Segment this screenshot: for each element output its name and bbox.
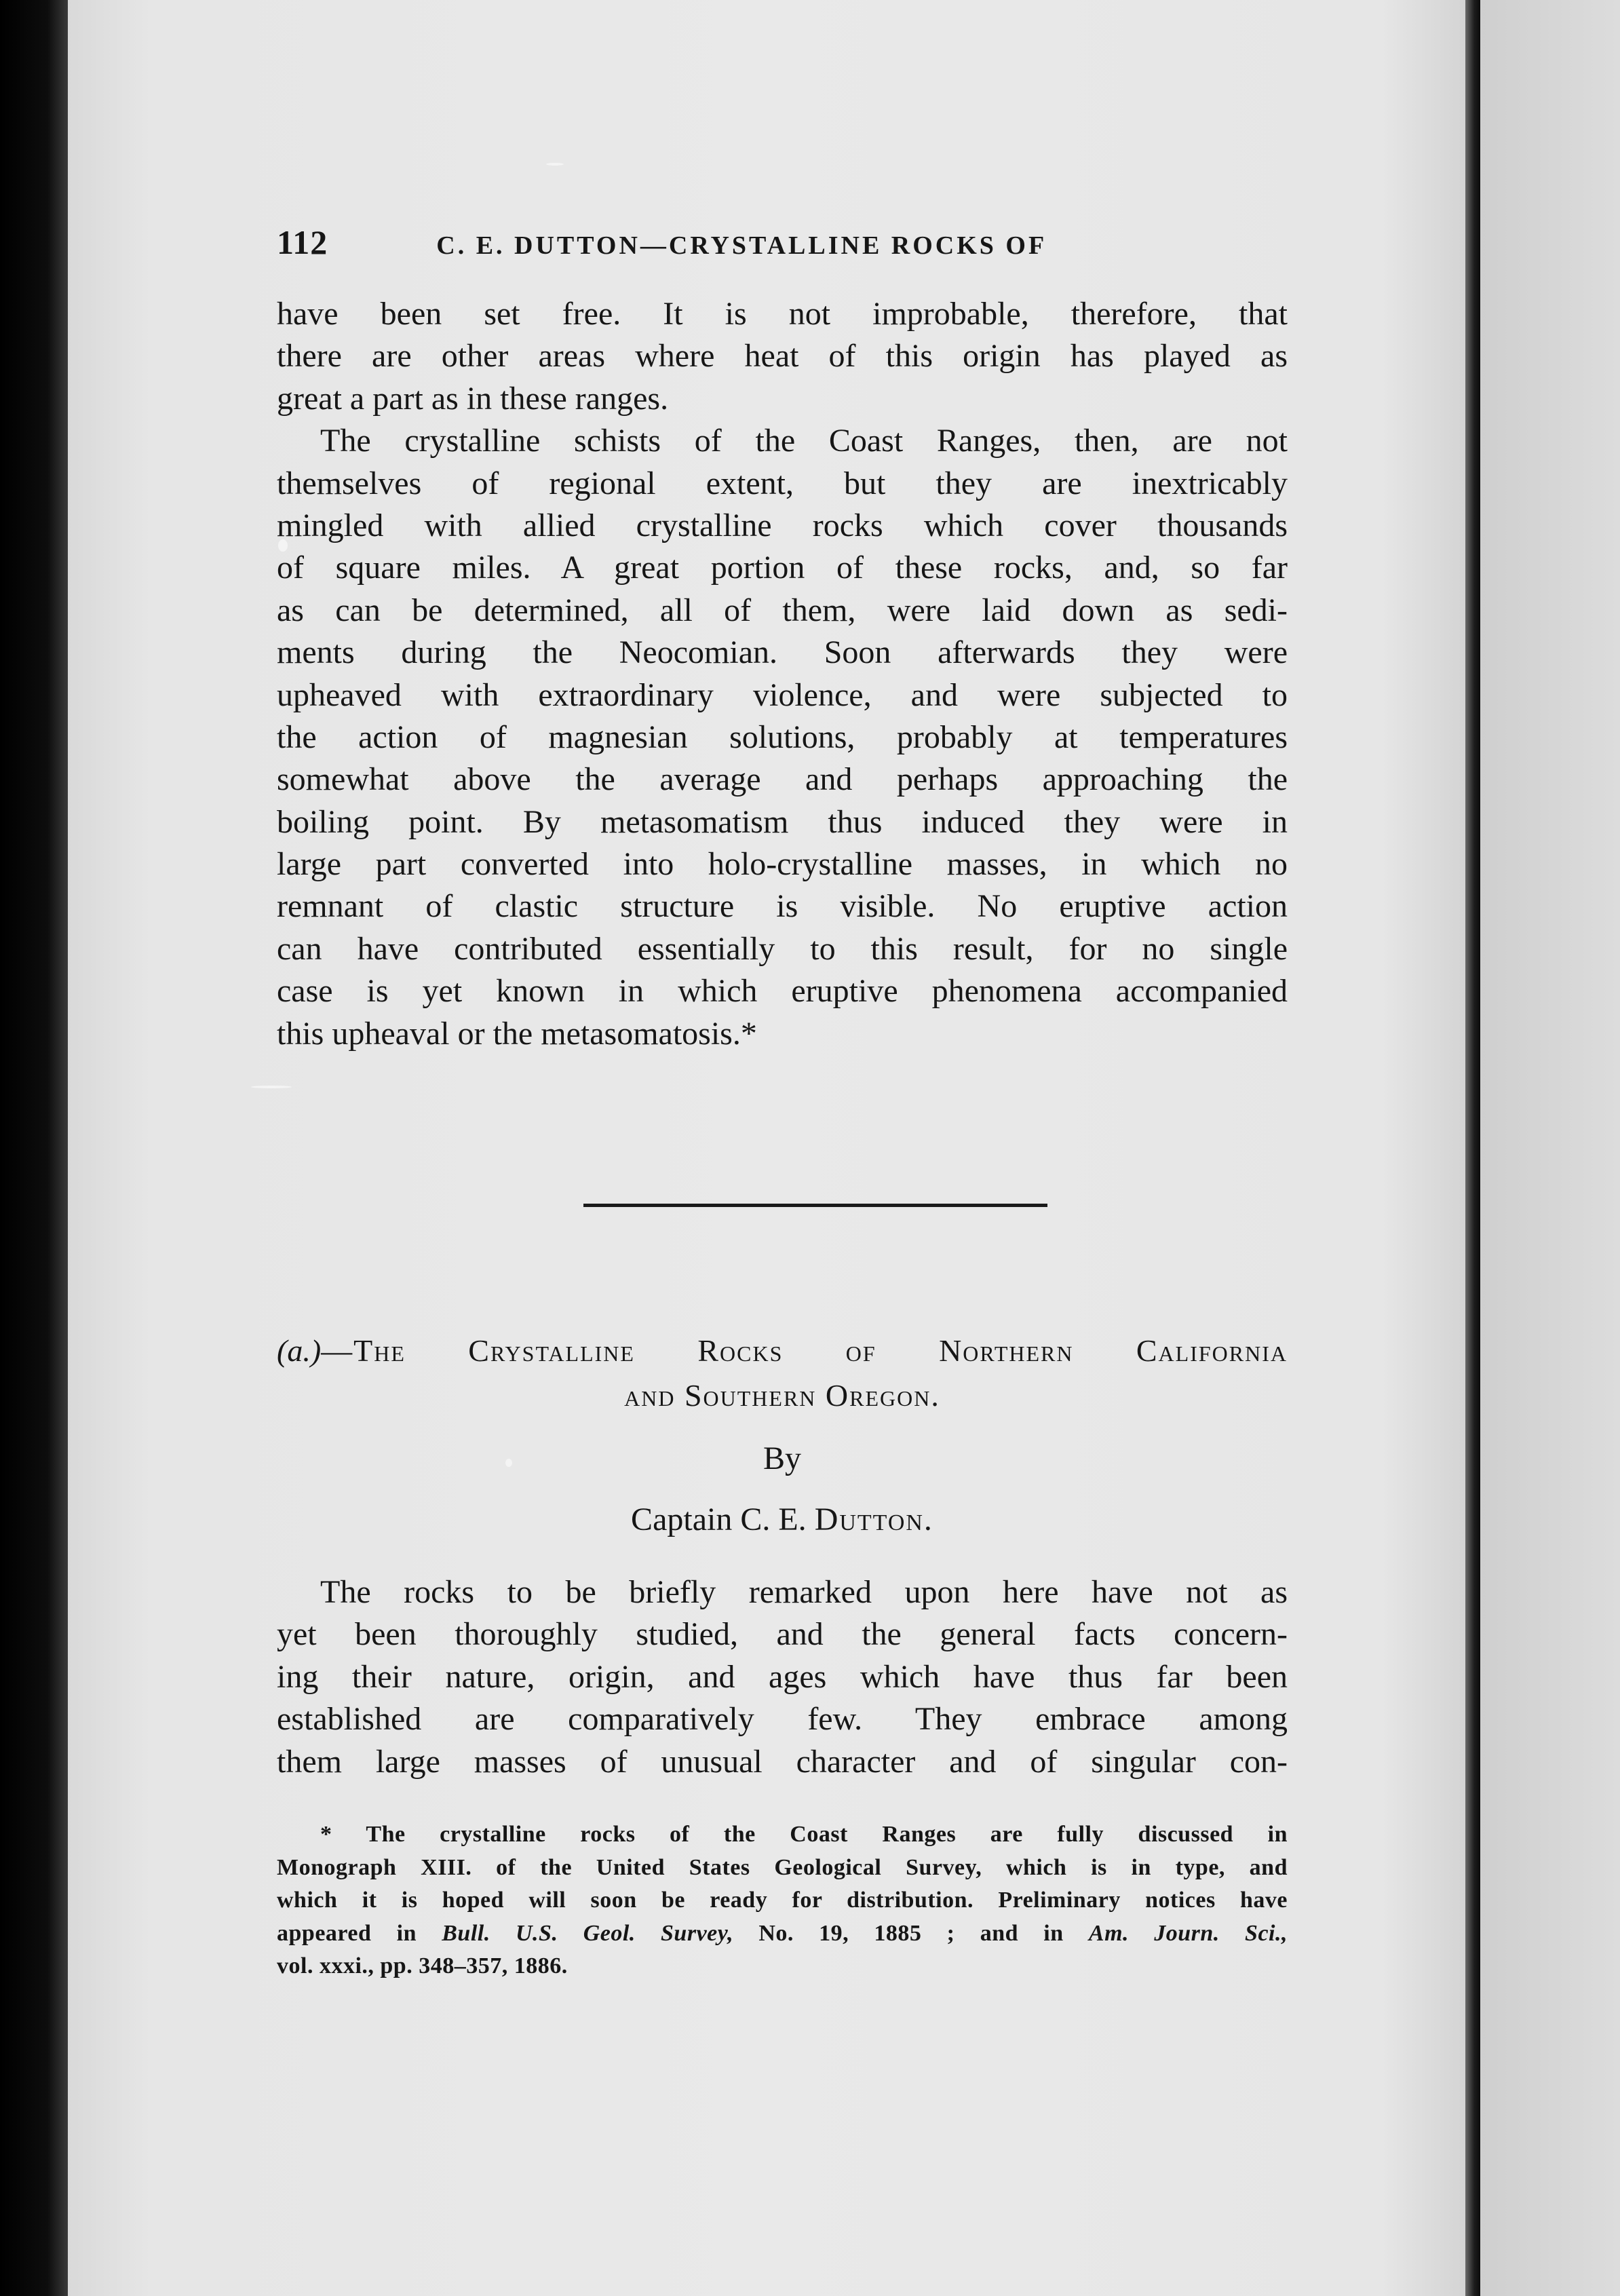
footnote-citation: Bull. U.S. Geol. Survey, [442,1920,734,1946]
text-line: have been set free. It is not improbable, therefore, that [277,296,1288,332]
page-number: 112 [277,223,328,261]
text-line: the action of magnesian solutions, probably at temperatures [277,719,1288,755]
adjacent-page-edge [1480,0,1620,2296]
text-line: ments during the Neocomian. Soon afterwards they were [277,634,1288,671]
text-line: can have contributed essentially to this result, for no single [277,930,1288,967]
text-line: case is yet known in which eruptive phenomena accompanied [277,973,1288,1010]
paper-speck [546,163,564,166]
text-line: yet been thoroughly studied, and the general facts concern- [277,1616,1288,1653]
section-divider-rule [583,1204,1047,1207]
text-line: somewhat above the average and perhaps approaching the [277,761,1288,798]
byline [277,1428,1288,1550]
byline-author [277,1489,1288,1550]
text-line: of square miles. A great portion of these rocks, and, so far [277,550,1288,586]
footnote-line [277,1917,1288,1951]
text-line: there are other areas where heat of this origin has played as [277,338,1288,375]
text-line: The rocks to be briefly remarked upon here have not as [320,1574,1288,1610]
page-header [277,223,1288,263]
article-body [277,1571,1288,1783]
text-line: established are comparatively few. They embrace among [277,1701,1288,1738]
running-head: C. E. DUTTON—CRYSTALLINE ROCKS OF [436,231,1047,260]
text-line: ing their nature, origin, and ages which have thus far been [277,1658,1288,1695]
text-line: upheaved with extraordinary violence, and were subjected to [277,676,1288,713]
section-title-line-2: and Southern Oregon. [624,1378,940,1413]
footnote-line: Monograph XIII. of the United States Geological Survey, which is in type, and [277,1854,1288,1880]
text-line: boiling point. By metasomatism thus induced they were in [277,803,1288,840]
text-line: as can be determined, all of them, were laid down as sedi- [277,592,1288,628]
byline-by: By [763,1440,801,1476]
footnote-line: vol. xxxi., pp. 348–357, 1886. [277,1953,568,1978]
section-title-text: —The Crystalline Rocks of Northern California [321,1333,1288,1368]
footnote-text: No. 19, 1885 ; and in [758,1920,1064,1946]
section-title-line-1 [277,1328,1288,1373]
paper-speck [251,1086,292,1088]
text-line: them large masses of unusual character and of singular con- [277,1743,1288,1780]
footnote-text: appeared in [277,1920,417,1946]
scan-border-left [0,0,68,2296]
footnote-line: * The crystalline rocks of the Coast Ranges are fully discussed in [320,1822,1288,1847]
text-line: remnant of clastic structure is visible. No eruptive action [277,888,1288,925]
author-surname: Dutton. [814,1501,933,1537]
footnote-line: which it is hoped will soon be ready for distribution. Preliminary notices have [277,1888,1288,1913]
text-line: this upheaval or the metasomatosis.* [277,1015,757,1052]
section-title [277,1328,1288,1418]
author-rank: Captain C. E. [631,1501,807,1537]
text-line: The crystalline schists of the Coast Ranges, then, are not [320,423,1288,459]
text-line: great a part as in these ranges. [277,380,669,417]
page-gutter [1465,0,1480,2296]
text-line: large part converted into holo-crystalline masses, in which no [277,846,1288,883]
footnote [277,1818,1288,1983]
body-text [277,293,1288,1055]
text-line: mingled with allied crystalline rocks which cover thousands [277,507,1288,543]
text-line: themselves of regional extent, but they are inextricably [277,465,1288,501]
section-marker: (a.) [277,1333,322,1368]
footnote-citation: Am. Journ. Sci., [1088,1920,1288,1946]
